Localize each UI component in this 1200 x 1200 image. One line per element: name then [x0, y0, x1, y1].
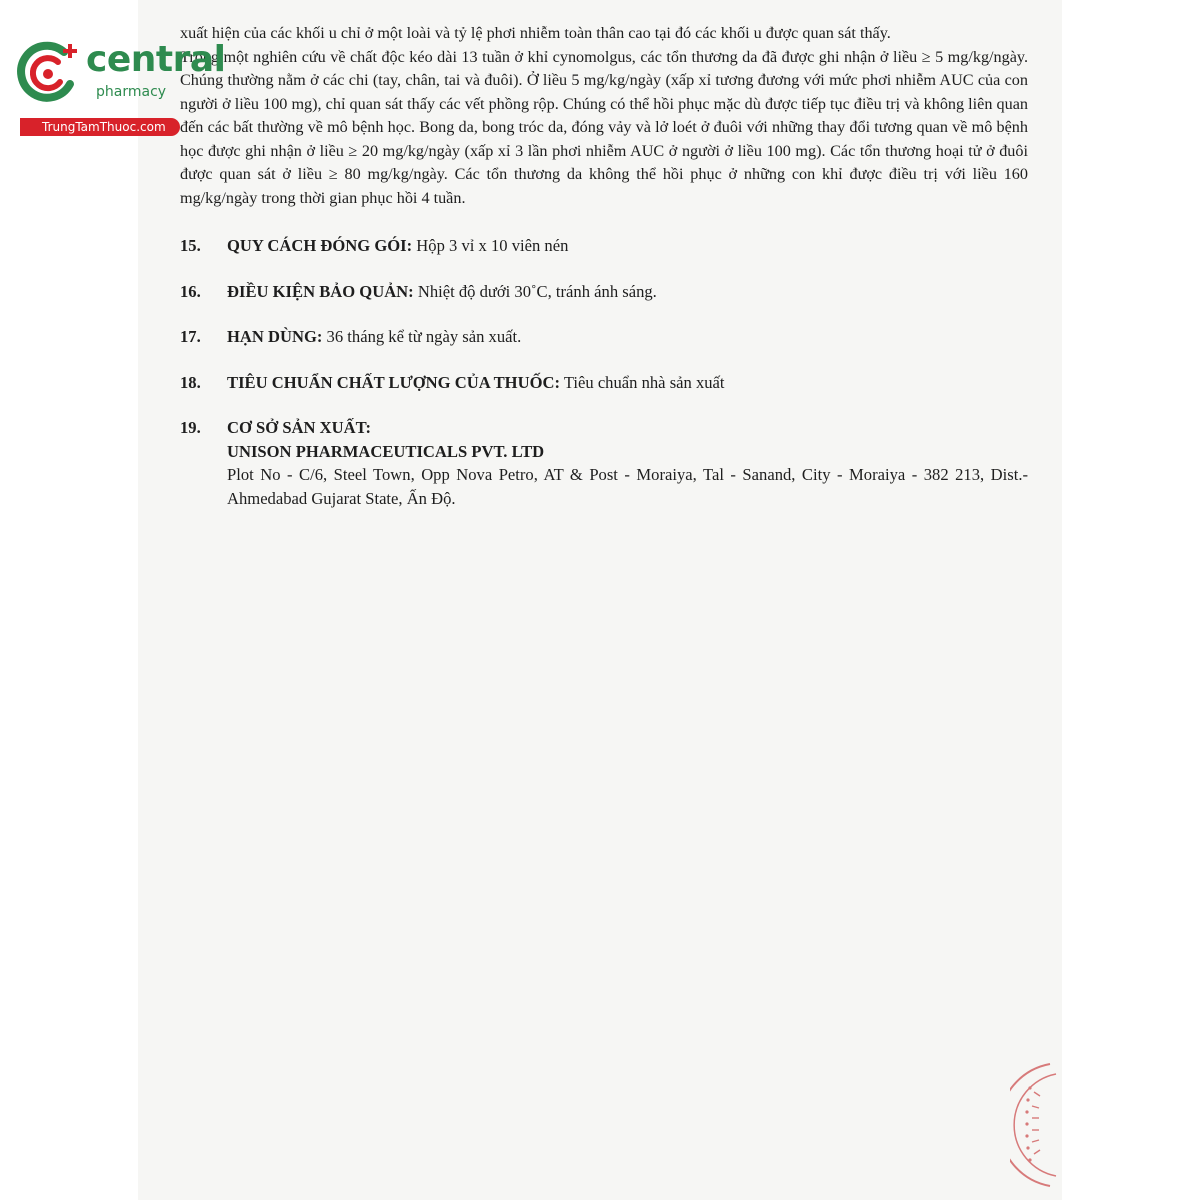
manufacturer-address: Plot No - C/6, Steel Town, Opp Nova Petro, AT & Post - Moraiya, Tal - Sanand, City - Moraiya - 382 213, Dist.-Ahmedabad Gujarat State, Ấn Độ. [227, 465, 1028, 508]
section-content [227, 280, 1028, 304]
section-19 [180, 416, 1028, 510]
document-body [180, 22, 1028, 532]
section-text: 36 tháng kể từ ngày sản xuất. [322, 327, 522, 346]
manufacturer-name: UNISON PHARMACEUTICALS PVT. LTD [227, 441, 545, 461]
section-17 [180, 325, 1028, 349]
section-text: Hộp 3 vỉ x 10 viên nén [412, 236, 569, 255]
section-number: 17. [180, 327, 201, 346]
study-paragraph: Trong một nghiên cứu về chất độc kéo dài 13 tuần ở khỉ cynomolgus, các tổn thương da đã được ghi nhận ở liều ≥ 5 mg/kg/ngày. Chúng thường nằm ở các chi (tay, chân, tai và đuôi). Ở liều 5 mg/kg/ngày (xấp xỉ tương đương với mức phơi nhiễm AUC của con người ở liều 100 mg), chỉ quan sát thấy các vết phồng rộp. Chúng có thể hồi phục mặc dù được tiếp tục điều trị và không liên quan đến các bất thường về mô bệnh học. Bong da, bong tróc da, đóng vảy và lở loét ở đuôi với những thay đổi tương quan về mô bệnh học được ghi nhận ở liều ≥ 20 mg/kg/ngày (xấp xỉ 3 lần phơi nhiễm AUC ở người ở liều 100 mg). Các tổn thương hoại tử ở đuôi được quan sát ở liều ≥ 80 mg/kg/ngày. Các tổn thương da không thể hồi phục ở những con khỉ được điều trị với liều 160 mg/kg/ngày trong thời gian phục hồi 4 tuần. [180, 47, 1028, 207]
logo-subtitle: pharmacy [96, 84, 167, 100]
section-list [180, 234, 1028, 510]
logo-wordmark: central [86, 39, 226, 80]
section-content [227, 234, 1028, 258]
central-logo-icon [12, 38, 84, 110]
section-label: ĐIỀU KIỆN BẢO QUẢN: [227, 281, 414, 301]
intro-paragraph: xuất hiện của các khối u chỉ ở một loài và tỷ lệ phơi nhiễm toàn thân cao tại đó các khối u được quan sát thấy. [180, 24, 891, 42]
section-label: HẠN DÙNG: [227, 327, 323, 346]
section-content [227, 325, 1028, 349]
logo-url-banner: TrungTamThuoc.com [20, 118, 180, 136]
section-number: 18. [180, 372, 201, 392]
section-number: 16. [180, 281, 201, 301]
section-16 [180, 280, 1028, 304]
section-number: 19. [180, 418, 201, 437]
section-label: QUY CÁCH ĐÓNG GÓI: [227, 236, 413, 255]
section-15 [180, 234, 1028, 258]
section-18 [180, 371, 1028, 395]
red-seal-stamp-icon [1010, 1060, 1058, 1190]
section-text: Tiêu chuẩn nhà sản xuất [560, 372, 725, 392]
section-label: TIÊU CHUẨN CHẤT LƯỢNG CỦA THUỐC: [227, 372, 560, 392]
section-label: CƠ SỞ SẢN XUẤT: [227, 418, 371, 437]
section-content [227, 371, 1028, 395]
section-number: 15. [180, 236, 201, 255]
central-pharmacy-logo [8, 34, 226, 136]
manufacturer-content [227, 416, 1028, 510]
section-text: Nhiệt độ dưới 30˚C, tránh ánh sáng. [413, 281, 657, 301]
